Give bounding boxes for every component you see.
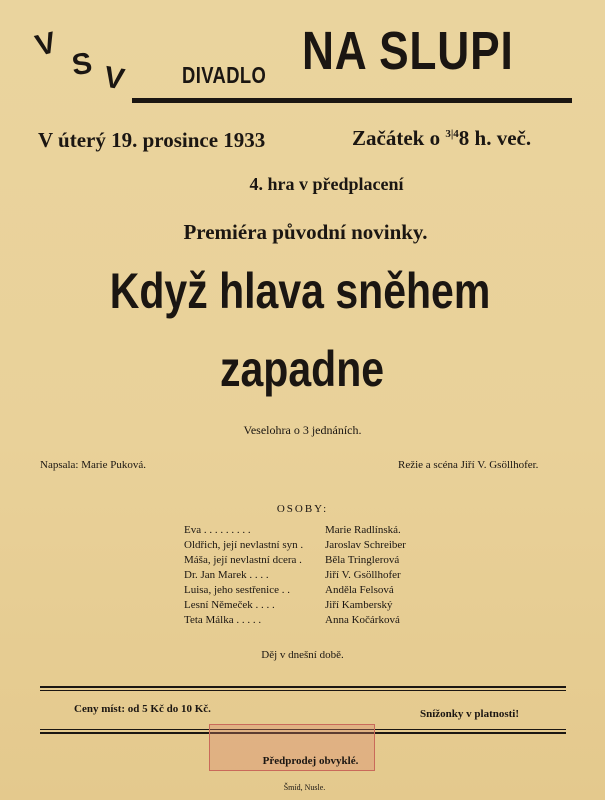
- cast-row: [184, 524, 444, 539]
- cast-row: [184, 599, 444, 614]
- cast-row: [184, 569, 444, 584]
- setting-line: Děj v dnešní době.: [261, 649, 344, 661]
- header-rule: [132, 98, 572, 103]
- cast-role: Luisa, jeho sestřenice . .: [184, 584, 290, 596]
- cast-heading: OSOBY:: [276, 503, 329, 515]
- author-credit: Napsala: Marie Puková.: [40, 459, 146, 471]
- cast-row: [184, 584, 444, 599]
- cast-role: Teta Málka . . . . .: [184, 614, 262, 626]
- subscription-text: 4. hra v předplacení: [249, 174, 404, 194]
- play-title-line1-text: Když hlava sněhem: [110, 263, 491, 319]
- start-fraction-den: 4: [453, 128, 459, 140]
- logo-letter-v2: V: [101, 60, 127, 97]
- cast-role: Dr. Jan Marek . . . .: [184, 569, 269, 581]
- performance-date: V úterý 19. prosince 1933: [38, 128, 266, 152]
- cast-actor: Běla Tringlerová: [325, 554, 400, 566]
- logo-letter-v1: V: [32, 26, 60, 63]
- cast-role: Lesní Němeček . . . .: [184, 599, 275, 611]
- premiere-text: Premiéra původní novinky.: [183, 220, 428, 244]
- start-fraction-num: 3: [445, 128, 451, 140]
- cast-row: [184, 614, 444, 629]
- premiere-line: [0, 220, 605, 245]
- printer-imprint: [0, 783, 605, 792]
- presale-text: Předprodej obvyklé.: [262, 755, 359, 767]
- divider-rule: [40, 686, 566, 688]
- presale-line: [0, 755, 605, 767]
- cast-row: [184, 539, 444, 554]
- logo-letter-s: S: [69, 46, 95, 83]
- start-prefix: Začátek o: [352, 126, 446, 150]
- cast-role: Máša, její nevlastní dcera .: [184, 554, 302, 566]
- cast-actor: Marie Radlínská.: [325, 524, 401, 536]
- subscription-line: [0, 174, 605, 195]
- divider-rule: [40, 690, 566, 691]
- cast-row: [184, 554, 444, 569]
- play-title-line1: [0, 262, 605, 320]
- cast-list: [184, 524, 444, 629]
- play-title-line2: [0, 340, 605, 398]
- play-title-line2-text: zapadne: [220, 341, 385, 397]
- printer-text: Šmíd, Nusle.: [283, 783, 326, 792]
- start-time: Začátek o $^{3|4}$8 h. več.: [352, 126, 532, 150]
- cast-role: Oldřich, její nevlastní syn .: [184, 539, 304, 551]
- cast-actor: Anděla Felsová: [325, 584, 394, 596]
- discount-note: Snížonky v platnosti!: [420, 708, 520, 720]
- cast-role: Eva . . . . . . . . .: [184, 524, 251, 536]
- cast-actor: Anna Kočárková: [325, 614, 400, 626]
- ticket-prices: Ceny míst: od 5 Kč do 10 Kč.: [74, 703, 211, 715]
- theatre-name: NA SLUPI: [302, 21, 514, 81]
- cast-actor: Jaroslav Schreiber: [325, 539, 406, 551]
- cast-actor: Jiří Kamberský: [325, 599, 393, 611]
- cast-actor: Jiří V. Gsöllhofer: [325, 569, 401, 581]
- start-suffix: 8 h. več.: [458, 126, 532, 150]
- vsv-logo: [32, 24, 136, 104]
- director-credit: Režie a scéna Jiří V. Gsöllhofer.: [398, 459, 539, 471]
- theatre-prefix: DIVADLO: [182, 62, 267, 88]
- genre-line: Veselohra o 3 jednáních.: [243, 423, 362, 437]
